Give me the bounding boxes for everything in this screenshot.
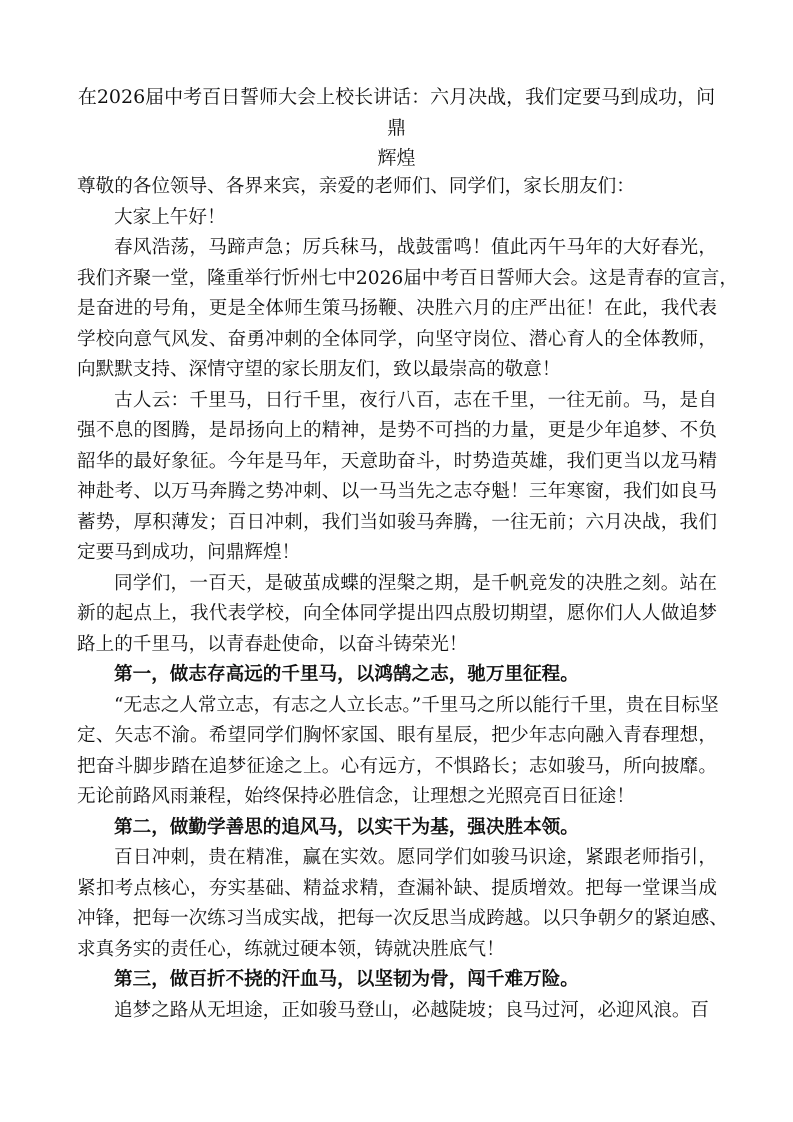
text-line: 我们齐聚一堂，隆重举行忻州七中2026届中考百日誓师大会。这是青春的宣言， bbox=[77, 267, 738, 289]
paragraph bbox=[77, 386, 717, 569]
document-title bbox=[70, 82, 723, 174]
section-heading bbox=[77, 965, 717, 996]
text-line: 强不息的图腾，是昂扬向上的精神，是势不可挡的力量，更是少年追梦、不负 bbox=[77, 420, 717, 441]
text-line: 新的起点上，我代表学校，向全体同学提出四点殷切期望，愿你们人人做追梦 bbox=[77, 603, 717, 624]
text-line: 第三，做百折不挠的汗血马，以坚韧为骨，闯千难万险。 bbox=[114, 969, 579, 990]
text-line: 神赴考、以万马奔腾之势冲刺、以一马当先之志夺魁！三年寒窗，我们如良马 bbox=[77, 481, 717, 502]
text-line: “无志之人常立志，有志之人立长志。”千里马之所以能行千里，贵在目标坚 bbox=[114, 694, 719, 716]
paragraph bbox=[77, 569, 717, 661]
text-line: 古人云：千里马，日行千里，夜行八百，志在千里，一往无前。马，是自 bbox=[114, 389, 717, 411]
text-line: 定要马到成功，问鼎辉煌！ bbox=[77, 542, 301, 563]
text-line: 求真务实的责任心，练就过硬本领，铸就决胜底气！ bbox=[77, 938, 505, 960]
text-line: 蓄势，厚积薄发；百日冲刺，我们当如骏马奔腾，一往无前；六月决战，我们 bbox=[77, 511, 717, 533]
text-line: 第二，做勤学善思的追风马，以实干为基，强决胜本领。 bbox=[114, 816, 579, 838]
text-line: 无论前路风雨兼程，始终保持必胜信念，让理想之光照亮百日征途！ bbox=[77, 786, 635, 807]
title-line-2: 辉煌 bbox=[377, 147, 416, 169]
text-line: 春风浩荡，马蹄声急；厉兵秣马，战鼓雷鸣！值此丙午马年的大好春光， bbox=[114, 237, 717, 258]
text-line: 紧扣考点核心，夯实基础、精益求精，查漏补缺、提质增效。把每一堂课当成 bbox=[77, 877, 717, 899]
text-line: 定、矢志不渝。希望同学们胸怀家国、眼有星辰，把少年志向融入青春理想， bbox=[77, 725, 717, 746]
paragraph bbox=[77, 172, 717, 203]
paragraph bbox=[77, 843, 728, 965]
paragraph bbox=[77, 996, 717, 1027]
text-line: 大家上午好！ bbox=[114, 206, 226, 228]
text-line: 同学们，一百天，是破茧成蝶的涅槃之期，是千帆竞发的决胜之刻。站在 bbox=[114, 572, 717, 594]
text-line: 追梦之路从无坦途，正如骏马登山，必越陡坡；良马过河，必迎风浪。百 bbox=[114, 999, 710, 1021]
text-line: 百日冲刺，贵在精准，赢在实效。愿同学们如骏马识途，紧跟老师指引， bbox=[114, 847, 717, 868]
section-heading bbox=[77, 660, 717, 691]
paragraph bbox=[77, 233, 738, 386]
paragraph bbox=[77, 203, 717, 234]
text-line: 是奋进的号角，更是全体师生策马扬鞭、决胜六月的庄严出征！在此，我代表 bbox=[77, 298, 717, 319]
text-line: 尊敬的各位领导、各界来宾，亲爱的老师们、同学们，家长朋友们： bbox=[77, 176, 635, 197]
document-body bbox=[77, 172, 738, 1026]
text-line: 路上的千里马，以青春赴使命，以奋斗铸荣光！ bbox=[77, 633, 468, 655]
text-line: 第一，做志存高远的千里马，以鸿鹄之志，驰万里征程。 bbox=[114, 664, 579, 685]
text-line: 冲锋，把每一次练习当成实战，把每一次反思当成跨越。以只争朝夕的紧迫感、 bbox=[77, 908, 728, 929]
text-line: 向默默支持、深情守望的家长朋友们，致以最崇高的敬意！ bbox=[77, 359, 561, 380]
paragraph bbox=[77, 691, 717, 813]
text-line: 把奋斗脚步踏在追梦征途之上。心有远方，不惧路长；志如骏马，所向披靡。 bbox=[77, 755, 717, 777]
text-line: 韶华的最好象征。今年是马年，天意助奋斗，时势造英雄，我们更当以龙马精 bbox=[77, 450, 717, 472]
text-line: 学校向意气风发、奋勇冲刺的全体同学，向坚守岗位、潜心育人的全体教师， bbox=[77, 328, 717, 350]
section-heading bbox=[77, 813, 717, 844]
title-line-1: 在2026届中考百日誓师大会上校长讲话：六月决战，我们定要马到成功，问鼎 bbox=[77, 86, 716, 139]
